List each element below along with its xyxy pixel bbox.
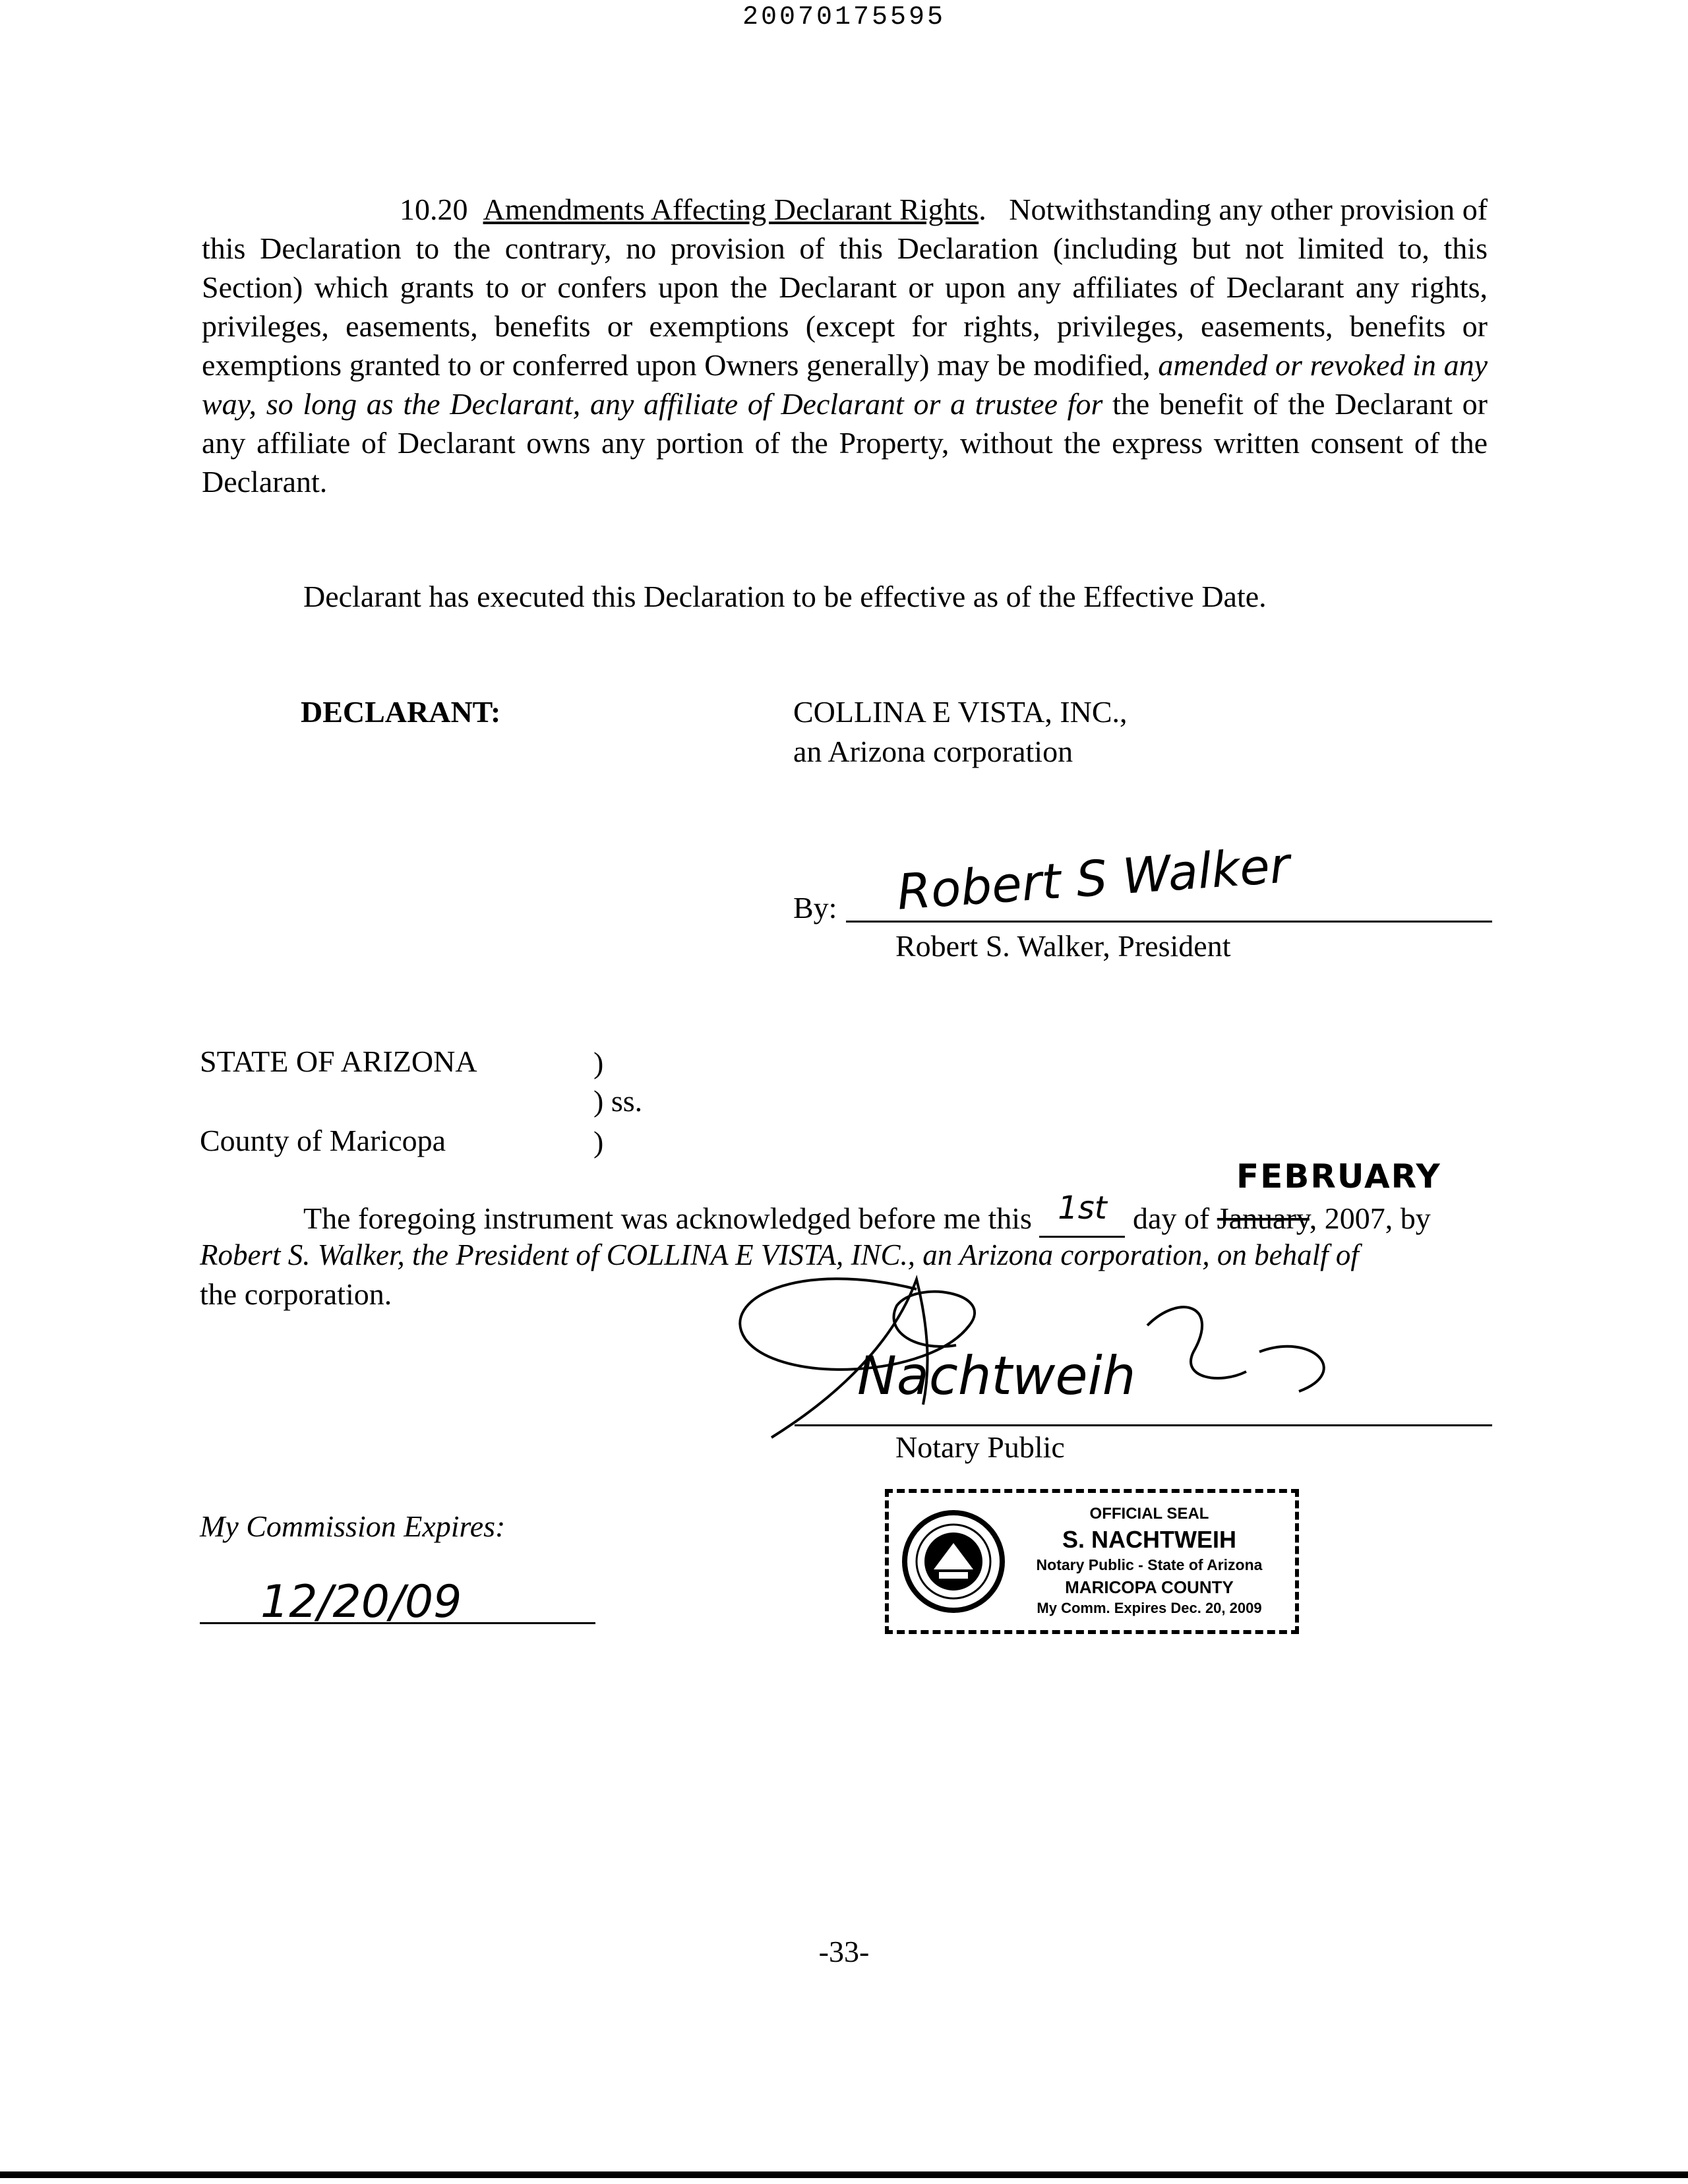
acknowledgment-line-2: Robert S. Walker, the President of COLLINA E VISTA, INC., an Arizona corporation, on behalf of xyxy=(200,1238,1359,1271)
company-name: COLLINA E VISTA, INC., xyxy=(793,695,1128,729)
ack-text-1: The foregoing instrument was acknowledged before me this xyxy=(303,1201,1032,1235)
handwritten-month: FEBRUARY xyxy=(1236,1157,1441,1196)
signer-name: Robert S. Walker, President xyxy=(895,929,1231,963)
ack-text-3: , 2007, by xyxy=(1309,1201,1431,1235)
section-body-1: Notwithstanding any other provision of this Declaration to the contrary, no provision of this Declaration (including but not limited to, this Section) which grants to or confers upon the Declarant or upon any affiliates of Declarant any rights, privileges, easements, benefits or exemptions (except for rights, privileges, easements, benefits or exemptions granted to or conferred upon Owners generally) may be modified, xyxy=(202,193,1488,382)
document-number: 20070175595 xyxy=(742,3,946,32)
section-paragraph: 10.20 Amendments Affecting Declarant Rights. Notwithstanding any other provision of this Declaration to the contrary, no provision of this Declaration (including but not limited to, this Section) which grants to or confers upon the Declarant or upon any affiliates of Declarant any rights, privileges, easements, benefits or exemptions (except for rights, privileges, easements, benefits or exemptions granted to or conferred upon Owners generally) may be modified, amended or revoked in any way, so long as the Declarant, any affiliate of Declarant or a trustee for the benefit of the Declarant or any affiliate of Declarant owns any portion of the Property, without the express written consent of the Declarant. xyxy=(202,193,1488,499)
commission-label: My Commission Expires: xyxy=(200,1509,506,1543)
page-number: -33- xyxy=(818,1935,870,1968)
ack-struck-month: January xyxy=(1217,1201,1310,1235)
venue-state: STATE OF ARIZONA xyxy=(200,1045,477,1078)
declarant-signature: Robert S Walker xyxy=(895,837,1292,921)
arizona-seal-icon xyxy=(901,1509,1006,1614)
acknowledgment-line-3: the corporation. xyxy=(200,1277,392,1311)
notary-label: Notary Public xyxy=(895,1430,1065,1464)
section-body-3: the benefit of the Declarant or any affiliate of Declarant owns any portion of the Property, without the express written consent of the Declarant. xyxy=(202,387,1488,499)
commission-date: 12/20/09 xyxy=(260,1576,462,1628)
ack-text-2: day of xyxy=(1132,1201,1210,1235)
ack-day: 1st xyxy=(1058,1190,1107,1227)
venue-ss: ) ss. xyxy=(593,1084,643,1118)
by-label: By: xyxy=(793,891,837,925)
notary-signature-line xyxy=(795,1391,1492,1426)
ack-day-blank xyxy=(1039,1190,1125,1238)
section-number: 10.20 xyxy=(400,193,468,226)
notary-seal xyxy=(885,1489,1299,1634)
company-description: an Arizona corporation xyxy=(793,735,1073,768)
executed-statement: Declarant has executed this Declaration to be effective as of the Effective Date. xyxy=(303,580,1267,613)
declarant-label: DECLARANT: xyxy=(301,695,501,729)
section-heading: Amendments Affecting Declarant Rights xyxy=(483,193,979,226)
venue-paren-2: ) xyxy=(593,1125,604,1159)
venue-paren-1: ) xyxy=(593,1046,604,1079)
section-body-2: amended or revoked in any way, so long as the Declarant, any affiliate of Declarant or a trustee for xyxy=(202,348,1488,421)
seal-title: OFFICIAL SEAL xyxy=(1089,1505,1209,1523)
acknowledgment-line-1 xyxy=(303,1190,1431,1238)
seal-name: S. NACHTWEIH xyxy=(1062,1526,1236,1553)
commission-date-line xyxy=(200,1583,595,1624)
seal-line-3: My Comm. Expires Dec. 20, 2009 xyxy=(1037,1600,1262,1616)
seal-line-2: MARICOPA COUNTY xyxy=(1065,1577,1234,1597)
notary-signature: Nachtweih xyxy=(857,1345,1136,1407)
seal-line-1: Notary Public - State of Arizona xyxy=(1036,1556,1263,1573)
venue-county: County of Maricopa xyxy=(200,1124,446,1157)
scan-bottom-border xyxy=(0,2171,1688,2178)
